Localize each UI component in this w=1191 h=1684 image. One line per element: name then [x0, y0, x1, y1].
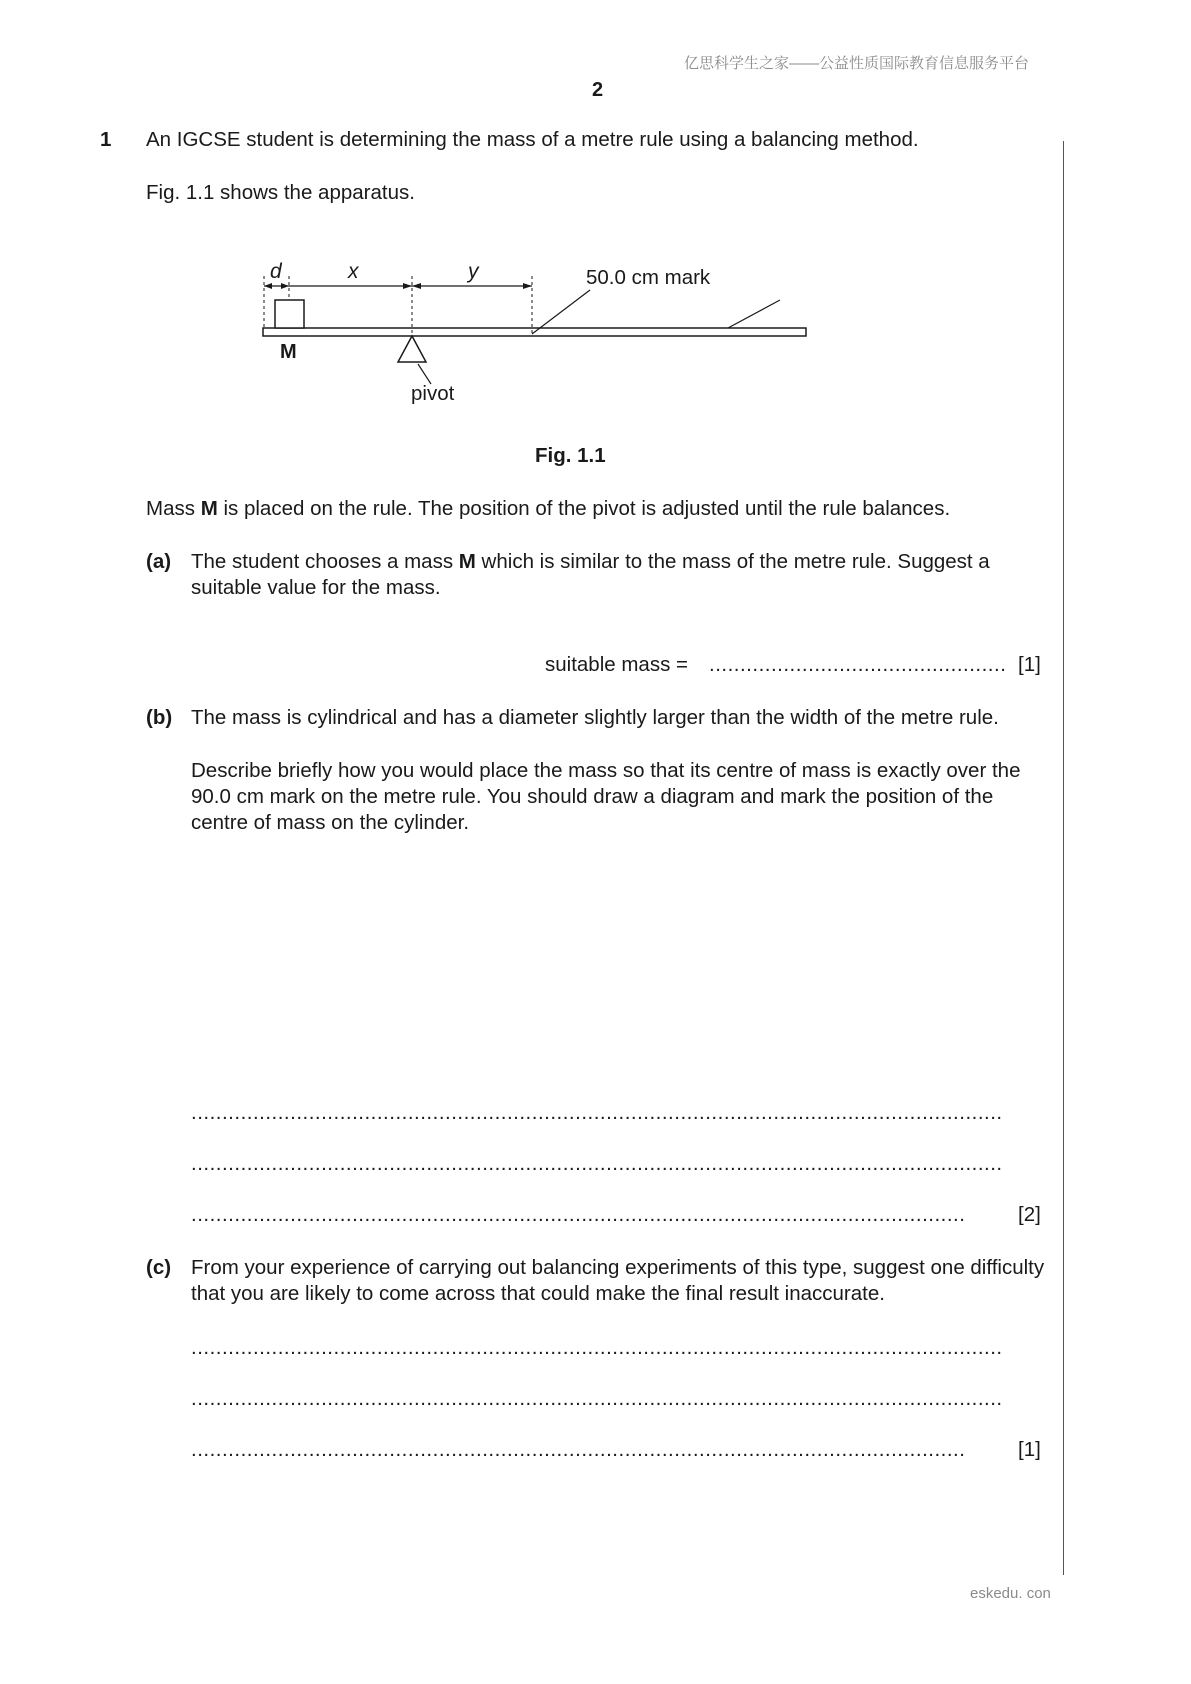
part-a-text-post: which is similar to the mass of the metre rule. Suggest a suitable value for the mass. — [191, 550, 990, 599]
label-x: x — [348, 260, 359, 283]
part-c-answer-line-2[interactable]: ................................................................................................................................... — [191, 1387, 1003, 1410]
label-d: d — [270, 260, 282, 283]
part-c-answer-line-3[interactable]: ............................................................................................................................. — [191, 1438, 966, 1461]
part-b-label: (b) — [146, 706, 173, 729]
setup-mass-symbol: M — [200, 497, 218, 520]
part-c-marks: [1] — [1018, 1438, 1041, 1461]
part-b-answer-line-2[interactable]: ................................................................................................................................... — [191, 1152, 1003, 1175]
part-a-text-pre: The student chooses a mass — [191, 550, 459, 573]
part-a-text — [191, 549, 1045, 601]
question-stem: An IGCSE student is determining the mass of a metre rule using a balancing method. — [146, 128, 919, 151]
part-c-text: From your experience of carrying out balancing experiments of this type, suggest one difficulty that you are likely to come across that could make the final result inaccurate. — [191, 1256, 1045, 1305]
figure-1-1-diagram — [0, 0, 1191, 420]
setup-text-pre: Mass — [146, 497, 201, 520]
part-a-mass-symbol: M — [458, 550, 476, 573]
pivot-triangle — [398, 336, 426, 362]
label-50cm-mark: 50.0 cm mark — [586, 266, 711, 289]
setup-text-post: is placed on the rule. The position of the pivot is adjusted until the rule balances. — [217, 497, 951, 520]
pivot-leader — [418, 364, 431, 384]
footer-site-text: eskedu. con — [970, 1585, 1051, 1602]
label-M: M — [280, 341, 297, 363]
part-b-answer-line-1[interactable]: ................................................................................................................................... — [191, 1101, 1003, 1124]
rule-end-oblique-line — [728, 300, 780, 328]
label-pivot: pivot — [411, 382, 455, 405]
watermark-text: 亿思科学生之家——公益性质国际教育信息服务平台 — [684, 55, 1030, 72]
part-b-answer-line-3[interactable]: ............................................................................................................................. — [191, 1203, 966, 1226]
part-a-answer-dots[interactable]: ................................................ — [709, 653, 1007, 676]
part-c-answer-line-1[interactable]: ................................................................................................................................... — [191, 1336, 1003, 1359]
part-a-label: (a) — [146, 550, 172, 573]
part-c-label: (c) — [146, 1256, 172, 1279]
page-number: 2 — [592, 79, 604, 101]
part-b-text-1: The mass is cylindrical and has a diameter slightly larger than the width of the metre rule. — [191, 706, 999, 729]
part-b-marks: [2] — [1018, 1203, 1041, 1226]
mass-block — [275, 300, 304, 328]
part-a-marks: [1] — [1018, 653, 1041, 676]
label-y: y — [468, 260, 479, 283]
figure-caption: Fig. 1.1 — [535, 444, 606, 467]
setup-paragraph — [146, 496, 950, 522]
part-a-answer-label: suitable mass = — [545, 653, 688, 676]
part-b-text-2: Describe briefly how you would place the mass so that its centre of mass is exactly over the 90.0 cm mark on the metre rule. You should draw a diagram and mark the position of the centre of mass on the cylinder. — [191, 759, 1021, 834]
question-number: 1 — [100, 128, 112, 151]
figure-intro: Fig. 1.1 shows the apparatus. — [146, 181, 415, 204]
